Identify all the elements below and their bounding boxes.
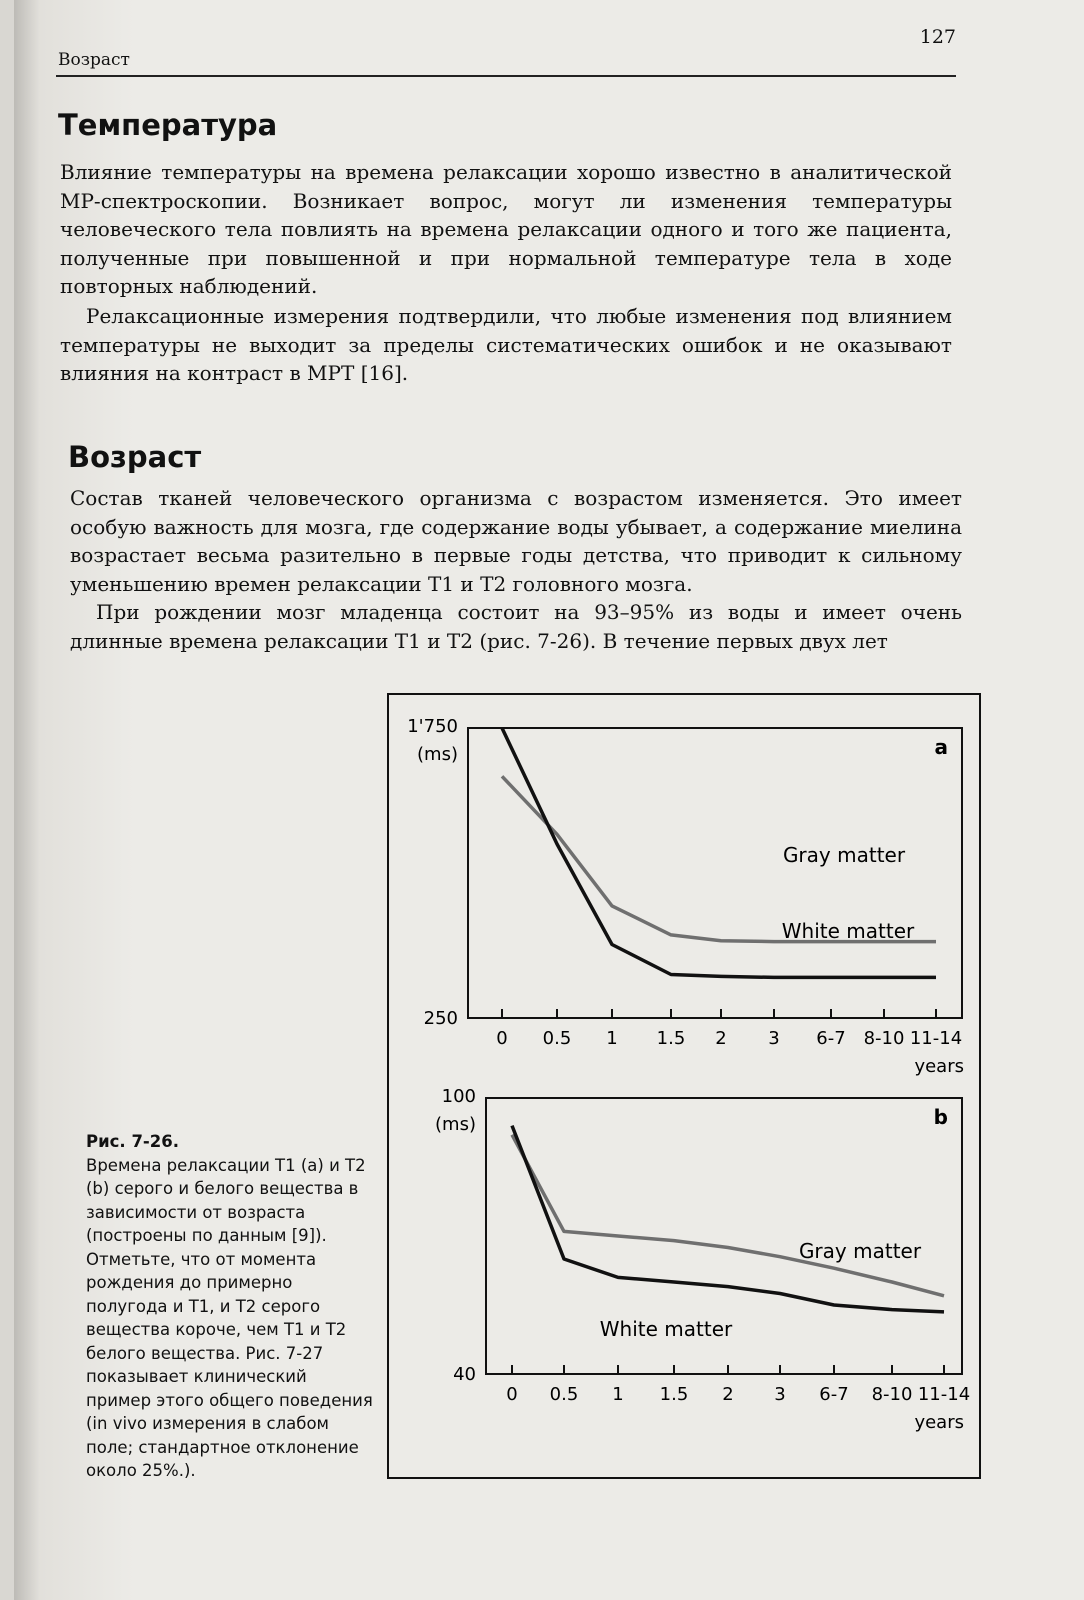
x-tick-label: 0.5 bbox=[549, 1384, 579, 1405]
panel-label: a bbox=[934, 735, 948, 759]
x-tick-label: 6-7 bbox=[819, 1384, 849, 1405]
figure-caption bbox=[86, 1130, 376, 1483]
y-axis-unit-label: (ms) bbox=[417, 744, 458, 765]
x-tick-label: 2 bbox=[715, 1028, 727, 1049]
x-tick-label: 1.5 bbox=[659, 1384, 689, 1405]
x-tick-label: 11-14 bbox=[917, 1384, 971, 1405]
figure-frame bbox=[388, 694, 980, 1478]
x-axis-label: years bbox=[914, 1412, 964, 1433]
x-tick-label: 1.5 bbox=[656, 1028, 686, 1049]
x-tick-label: 8-10 bbox=[871, 1384, 913, 1405]
x-tick-label: 3 bbox=[768, 1028, 780, 1049]
panel-label: b bbox=[933, 1105, 948, 1129]
x-tick-label: 8-10 bbox=[863, 1028, 905, 1049]
running-title: Возраст bbox=[58, 50, 130, 70]
white-matter-line bbox=[512, 1126, 944, 1312]
x-tick-label: 2 bbox=[722, 1384, 734, 1405]
y-axis-top-label: 1'750 bbox=[407, 716, 458, 737]
x-tick-label: 0 bbox=[496, 1028, 508, 1049]
y-axis-unit-label: (ms) bbox=[435, 1114, 476, 1135]
chart-panel-a bbox=[407, 716, 964, 1077]
x-tick-label: 6-7 bbox=[816, 1028, 846, 1049]
gray-matter-series-label: Gray matter bbox=[782, 843, 906, 867]
chart-panel-b bbox=[435, 1086, 970, 1433]
x-tick-label: 1 bbox=[612, 1384, 624, 1405]
white-matter-series-label: White matter bbox=[599, 1317, 733, 1341]
paragraph-temperature-2: Релаксационные измерения подтвердили, что любые изменения под влиянием температуры не выходит за пределы систематических ошибок и не оказывают влияния на контраст в МРТ [16]. bbox=[60, 304, 952, 385]
x-axis-label: years bbox=[914, 1056, 964, 1077]
header-rule bbox=[56, 75, 956, 77]
figure-caption-text: Времена релаксации T1 (a) и T2 (b) серого и белого вещества в зависимости от возраста (построены по данным [9]). Отметьте, что от момента рождения до примерно полугода и T1, и T2 серого вещества короче, чем T1 и T2 белого вещества. Рис. 7-27 показывает клинический пример этого общего поведения (in vivo измерения в слабом поле; стандартное отклонение около 25%.). bbox=[86, 1155, 373, 1480]
figure-number: Рис. 7-26. bbox=[86, 1132, 180, 1151]
gray-matter-line bbox=[512, 1135, 944, 1296]
white-matter-series-label: White matter bbox=[781, 919, 915, 943]
x-tick-label: 11-14 bbox=[909, 1028, 963, 1049]
figure-7-26 bbox=[376, 688, 996, 1488]
page-number: 127 bbox=[919, 26, 956, 48]
paragraph-age-1: Состав тканей человеческого организма с возрастом изменяется. Это имеет особую важность для мозга, где содержание воды убывает, а содержание миелина возрастает весьма разительно в первые годы детства, что приводит к сильному уменьшению времен релаксации T1 и T2 головного мозга. bbox=[70, 486, 962, 596]
gray-matter-series-label: Gray matter bbox=[798, 1239, 922, 1263]
book-page bbox=[14, 0, 1084, 1600]
y-axis-top-label: 100 bbox=[441, 1086, 476, 1107]
x-tick-label: 0.5 bbox=[542, 1028, 572, 1049]
y-axis-bottom-label: 40 bbox=[453, 1364, 476, 1385]
x-tick-label: 1 bbox=[606, 1028, 618, 1049]
paragraph-temperature-1: Влияние температуры на времена релаксации хорошо известно в аналитической МР-спектроскопии. Возникает вопрос, могут ли изменения температуры человеческого тела повлиять на времена релаксации одного и того же пациента, полученные при повышенной и при нормальной температуре тела в ходе повторных наблюдений. bbox=[60, 160, 952, 298]
y-axis-bottom-label: 250 bbox=[423, 1008, 458, 1029]
x-tick-label: 3 bbox=[774, 1384, 786, 1405]
section-title-age: Возраст bbox=[68, 440, 202, 474]
section-title-temperature: Температура bbox=[58, 108, 278, 142]
paragraph-age-2: При рождении мозг младенца состоит на 93–95% из воды и имеет очень длинные времена релаксации T1 и T2 (рис. 7-26). В течение первых двух лет bbox=[70, 600, 962, 653]
x-tick-label: 0 bbox=[506, 1384, 518, 1405]
